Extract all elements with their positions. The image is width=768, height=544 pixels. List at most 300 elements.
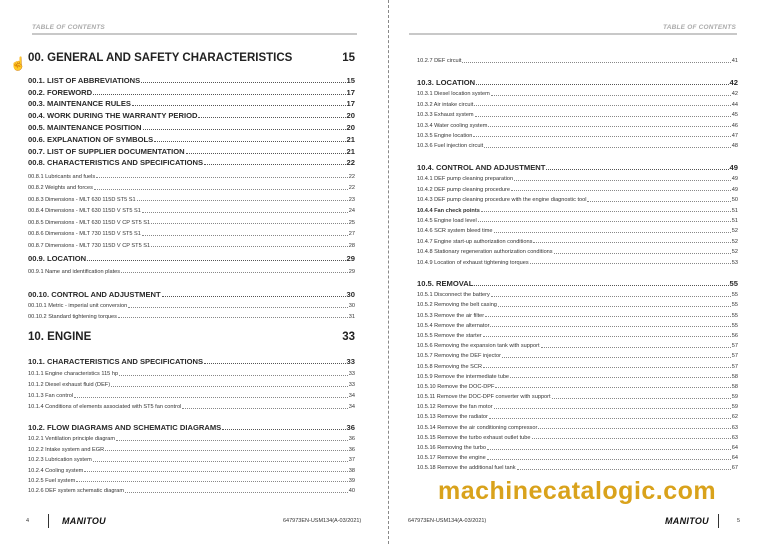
entry-title: 10.4.7 Engine start-up authorization conditions [417,238,533,245]
subsection-entry[interactable] [417,97,738,107]
entry-title: 00.9. LOCATION [28,253,87,263]
entry-page-number: 51 [731,207,738,214]
entry-title: 10.5.18 Remove the additional fuel tank [417,465,516,472]
section-entry[interactable] [417,73,738,87]
entry-title: 10.4. CONTROL AND ADJUSTMENT [417,163,546,172]
entry-title: 10.2.4 Cooling system [28,467,84,474]
document-reference: 647973EN-USM134(A-03/2021) [283,518,362,524]
entry-title: 10.2.3 Lubrication system [28,457,92,464]
entry-title: 00.1. LIST OF ABBREVIATIONS [28,75,141,85]
dot-leader [514,180,731,181]
subsection-entry[interactable] [28,299,355,310]
dot-leader [473,136,730,137]
dot-leader [517,469,731,470]
entry-page-number: 63 [731,434,738,441]
entry-page-number: 49 [731,186,738,193]
dot-leader [116,440,348,441]
entry-title: 10.3.1 Diesel location system [417,91,490,98]
subsection-entry[interactable] [417,329,738,339]
entry-page-number: 15 [342,52,355,64]
entry-title: 00.8.4 Dimensions - MLT 630 115D V ST5 S1 [28,208,141,214]
toc-section [417,73,738,149]
subsection-entry[interactable] [417,390,738,400]
dot-leader [489,418,731,419]
entry-title: 00.8.1 Lubricants and fuels [28,173,96,180]
dot-leader [74,397,348,398]
entry-page-number: 29 [348,268,355,275]
entry-title: 10.2.2 Intake system and EGR [28,446,105,453]
entry-page-number: 49 [731,176,738,183]
entry-title: 10.4.9 Location of exhaust tightening torques [417,259,529,266]
subsection-entry[interactable] [417,380,738,390]
entry-page-number: 55 [731,302,738,309]
manitou-logo: MANITOU [62,516,106,526]
subsection-entry[interactable] [417,182,738,192]
entry-title: 10.5.17 Remove the engine [417,455,486,462]
subsection-entry[interactable] [28,377,355,388]
right-page [389,0,768,544]
dot-leader [488,126,730,127]
entry-title: 10.3.6 Fuel injection circuit [417,143,484,150]
section-entry[interactable] [28,108,355,120]
subsection-entry[interactable] [417,108,738,118]
entry-title: 10.4.4 Fan check points [417,207,480,214]
entry-page-number: 51 [731,217,738,224]
section-entry[interactable] [28,97,355,109]
entry-page-number: 57 [731,353,738,360]
dot-leader [483,367,731,368]
entry-page-number: 55 [731,312,738,319]
subsection-entry[interactable] [28,442,355,452]
dot-leader [119,375,348,376]
entry-page-number: 59 [731,394,738,401]
dot-leader [475,116,731,117]
entry-title: 10.3.3 Exhaust system [417,112,474,119]
dot-leader [93,94,345,95]
entry-page-number: 36 [348,446,355,453]
dot-leader [132,105,346,106]
toc-section [28,73,355,167]
section-entry[interactable] [28,85,355,97]
entry-title: 10.2.1 Ventilation principle diagram [28,436,116,443]
entry-page-number: 56 [731,332,738,339]
dot-leader [142,212,348,213]
subsection-entry[interactable] [417,298,738,308]
entry-page-number: 37 [348,457,355,464]
entry-page-number: 40 [348,488,355,495]
entry-page-number: 63 [731,424,738,431]
dot-leader [481,211,731,212]
dot-leader [182,408,347,409]
entry-title: 10.3.4 Water cooling system [417,122,488,129]
section-entry[interactable] [28,132,355,144]
entry-title: 00.8.3 Dimensions - MLT 630 115D ST5 S1 [28,196,136,203]
entry-page-number: 30 [346,289,355,299]
section-entry[interactable] [28,419,355,432]
entry-page-number: 22 [348,185,355,191]
subsection-entry[interactable] [28,366,355,377]
entry-page-number: 24 [348,208,355,214]
entry-title: 10.5. REMOVAL [417,279,474,288]
subsection-entry[interactable] [28,388,355,399]
subsection-entry[interactable] [28,263,355,275]
subsection-entry[interactable] [417,431,738,441]
dot-leader [96,177,348,178]
dot-leader [474,285,728,286]
subsection-entry[interactable] [28,463,355,473]
entry-title: 10.5.12 Remove the fan motor [417,404,493,411]
toc-section [28,326,355,348]
subsection-entry[interactable] [28,203,355,215]
chapter-entry[interactable] [28,326,355,348]
dot-leader [546,169,728,170]
entry-page-number: 49 [729,163,738,172]
entry-title: 10.4.3 DEF pump cleaning procedure with the engine diagnostic tool [417,197,587,204]
subsection-entry[interactable] [417,214,738,224]
dot-leader [118,317,348,318]
dot-leader [498,306,731,307]
subsection-entry[interactable] [417,339,738,349]
subsection-entry[interactable] [28,432,355,442]
page-number: 5 [737,518,741,524]
dot-leader [94,189,348,190]
entry-title: 10.2.6 DEF system schematic diagram [28,488,125,495]
dot-leader [151,223,348,224]
subsection-entry[interactable] [417,410,738,420]
entry-page-number: 30 [348,303,355,309]
entry-title: 10.3.5 Engine location [417,132,473,139]
subsection-entry[interactable] [417,359,738,369]
entry-title: 10.5.10 Remove the DOC-DPF [417,383,495,390]
entry-title: 00.2. FOREWORD [28,87,93,97]
dot-leader [111,386,348,387]
subsection-entry[interactable] [417,370,738,380]
entry-page-number: 38 [348,467,355,474]
dot-leader [198,117,345,118]
subsection-entry[interactable] [417,319,738,329]
toc-section [417,54,738,64]
dot-leader [587,201,730,202]
dot-leader [121,272,348,273]
dot-leader [204,164,345,165]
dot-leader [92,336,341,337]
dot-leader [487,449,731,450]
dot-leader [162,296,346,297]
subsection-entry[interactable] [417,400,738,410]
entry-title: 10.4.8 Stationary regeneration authorization conditions [417,249,553,256]
subsection-entry[interactable] [417,441,738,451]
entry-page-number: 58 [731,383,738,390]
entry-title: 10.5.6 Removing the expansion tank with support [417,343,540,350]
entry-page-number: 57 [731,363,738,370]
dot-leader [105,450,348,451]
entry-page-number: 33 [346,357,355,366]
entry-page-number: 31 [348,313,355,320]
entry-title: 10.4.5 Engine load level [417,217,477,224]
dot-leader [494,232,731,233]
dot-leader [483,336,731,337]
entry-title: 10.2. FLOW DIAGRAMS AND SCHEMATIC DIAGRAMS [28,423,222,432]
subsection-entry[interactable] [28,237,355,249]
dot-leader [142,235,348,236]
dot-leader [485,316,731,317]
subsection-entry[interactable] [417,139,738,149]
subsection-entry[interactable] [417,451,738,461]
dot-leader [293,57,341,58]
entry-title: 00.8.6 Dimensions - MLT 730 115D V ST5 S1 [28,231,141,237]
entry-page-number: 17 [346,87,355,97]
subsection-entry[interactable] [417,203,738,213]
subsection-entry[interactable] [417,234,738,244]
dot-leader [154,141,345,142]
subsection-entry[interactable] [417,129,738,139]
entry-title: 10.5.5 Remove the starter [417,332,482,339]
subsection-entry[interactable] [28,168,355,180]
toc-section [28,250,355,275]
chapter-entry[interactable] [28,47,355,69]
entry-title: 10.4.6 SCR system bleed time [417,228,493,235]
entry-page-number: 36 [346,423,355,432]
section-entry[interactable] [417,159,738,172]
entry-title: 10.5.15 Remove the turbo exhaust outlet tube [417,434,531,441]
entry-page-number: 41 [731,58,738,65]
entry-page-number: 52 [731,228,738,235]
subsection-entry[interactable] [417,245,738,255]
toc-section [417,275,738,471]
entry-page-number: 55 [729,279,738,288]
running-header: TABLE OF CONTENTS [32,24,105,31]
dot-leader [487,459,731,460]
toc-section [28,419,355,494]
dot-leader [530,263,731,264]
subsection-entry[interactable] [28,214,355,226]
toc-section [28,353,355,410]
subsection-entry[interactable] [417,118,738,128]
entry-title: 10.5.9 Remove the intermediate tube [417,373,510,380]
subsection-entry[interactable] [417,87,738,97]
entry-page-number: 34 [348,404,355,410]
section-entry[interactable] [28,353,355,366]
dot-leader [128,307,348,308]
dot-leader [93,461,348,462]
entry-page-number: 44 [731,101,738,108]
running-header: TABLE OF CONTENTS [663,24,736,31]
entry-page-number: 33 [342,331,355,343]
subsection-entry[interactable] [417,308,738,318]
dot-leader [510,377,731,378]
subsection-entry[interactable] [28,399,355,410]
entry-title: 00.10. CONTROL AND ADJUSTMENT [28,289,161,299]
entry-page-number: 55 [731,292,738,299]
dot-leader [186,153,346,154]
entry-page-number: 15 [346,75,355,85]
toc-section [28,285,355,320]
section-entry[interactable] [28,120,355,132]
dot-leader [84,471,347,472]
subsection-entry[interactable] [417,255,738,265]
dot-leader [474,105,730,106]
entry-page-number: 22 [348,173,355,180]
entry-title: 10.5.1 Disconnect the battery [417,292,490,299]
entry-title: 10.2.5 Fuel system [28,477,76,484]
entry-page-number: 28 [348,242,355,249]
entry-page-number: 46 [731,122,738,129]
entry-page-number: 48 [731,143,738,150]
dot-leader [204,363,345,364]
entry-page-number: 29 [346,253,355,263]
entry-title: 00.8.2 Weights and forces [28,185,93,191]
dot-leader [476,84,728,85]
entry-page-number: 55 [731,322,738,329]
entry-page-number: 42 [729,78,738,87]
dot-leader [554,253,731,254]
manitou-logo: MANITOU [665,516,709,526]
footer-divider [48,514,49,528]
entry-title: 10.5.13 Remove the radiator [417,414,488,421]
subsection-entry[interactable] [417,288,738,298]
entry-title: 10.1.4 Conditions of elements associated with ST5 fan control [28,404,182,410]
dot-leader [502,357,731,358]
entry-title: 00.4. WORK DURING THE WARRANTY PERIOD [28,111,198,121]
footer-divider [718,514,719,528]
section-entry[interactable] [28,250,355,263]
subsection-entry[interactable] [417,349,738,359]
entry-page-number: 67 [731,465,738,472]
entry-title: 10.2.7 DEF circuit [417,58,462,65]
subsection-entry[interactable] [417,193,738,203]
entry-page-number: 52 [731,238,738,245]
dot-leader [491,296,731,297]
document-reference: 647973EN-USM134(A-03/2021) [408,518,487,524]
dot-leader [491,95,731,96]
entry-title: 00.10.2 Standard tightening torques [28,313,117,320]
section-entry[interactable] [28,73,355,85]
dot-leader [87,260,345,261]
entry-title: 10.5.14 Remove the air conditioning compressor [417,424,538,431]
subsection-entry[interactable] [417,420,738,430]
entry-title: 10.5.7 Removing the DEF injector [417,353,501,360]
subsection-entry[interactable] [28,309,355,320]
dot-leader [552,398,731,399]
subsection-entry[interactable] [28,453,355,463]
subsection-entry[interactable] [28,226,355,238]
toc-section [28,47,355,69]
subsection-entry[interactable] [28,180,355,192]
entry-page-number: 39 [348,477,355,484]
entry-title: 00.9.1 Name and identification plates [28,268,121,275]
subsection-entry[interactable] [417,224,738,234]
dot-leader [541,347,731,348]
entry-page-number: 21 [346,134,355,144]
entry-title: 10. ENGINE [28,331,92,343]
entry-title: 10.1.3 Fan control [28,393,74,399]
entry-title: 00.10.1 Metric - imperial unit conversion [28,303,128,309]
entry-page-number: 57 [731,343,738,350]
dot-leader [76,481,348,482]
dot-leader [478,221,731,222]
entry-title: 10.5.4 Remove the alternator [417,322,490,329]
dot-leader [141,82,345,83]
entry-page-number: 33 [348,371,355,377]
entry-title: 00.8. CHARACTERISTICS AND SPECIFICATIONS [28,158,204,168]
header-rule [409,33,737,35]
subsection-entry[interactable] [417,172,738,182]
hand-cursor-icon: ☝ [10,56,27,71]
entry-title: 10.5.8 Removing the SCR [417,363,482,370]
watermark: machinecatalogic.com [438,477,717,505]
entry-page-number: 50 [731,197,738,204]
subsection-entry[interactable] [417,461,738,471]
entry-page-number: 45 [731,112,738,119]
entry-title: 10.4.2 DEF pump cleaning procedure [417,186,510,193]
entry-page-number: 21 [346,146,355,156]
entry-title: 00.6. EXPLANATION OF SYMBOLS [28,134,154,144]
entry-page-number: 27 [348,231,355,237]
section-entry[interactable] [417,275,738,288]
entry-page-number: 53 [731,259,738,266]
dot-leader [490,326,730,327]
page-number: 4 [26,518,30,524]
subsection-entry[interactable] [417,54,738,64]
dot-leader [125,492,348,493]
entry-page-number: 59 [731,404,738,411]
dot-leader [495,387,730,388]
dot-leader [143,129,346,130]
dot-leader [222,429,345,430]
dot-leader [137,200,348,201]
section-entry[interactable] [28,156,355,168]
entry-page-number: 23 [348,196,355,203]
dot-leader [532,438,731,439]
entry-page-number: 62 [731,414,738,421]
section-entry[interactable] [28,144,355,156]
entry-page-number: 33 [348,382,355,388]
entry-page-number: 17 [346,99,355,109]
entry-page-number: 47 [731,132,738,139]
dot-leader [538,428,730,429]
entry-page-number: 34 [348,393,355,399]
entry-title: 00.8.5 Dimensions - MLT 630 115D V CP ST5 S1 [28,219,151,226]
dot-leader [462,62,730,63]
dot-leader [484,147,731,148]
dot-leader [494,408,731,409]
entry-title: 10.5.16 Removing the turbo [417,445,487,451]
entry-title: 10.5.11 Remove the DOC-DPF converter with support [417,394,551,401]
entry-title: 00. GENERAL AND SAFETY CHARACTERISTICS [28,52,293,64]
entry-page-number: 58 [731,373,738,380]
entry-title: 10.1. CHARACTERISTICS AND SPECIFICATIONS [28,357,204,366]
subsection-entry[interactable] [28,474,355,484]
dot-leader [533,242,730,243]
subsection-entry[interactable] [28,484,355,494]
entry-page-number: 64 [731,455,738,462]
entry-title: 00.8.7 Dimensions - MLT 730 115D V CP ST5 S1 [28,242,151,249]
entry-title: 10.3.2 Air intake circuit [417,101,474,108]
section-entry[interactable] [28,285,355,299]
entry-page-number: 22 [346,158,355,168]
entry-page-number: 42 [731,91,738,98]
entry-title: 00.7. LIST OF SUPPLIER DOCUMENTATION [28,146,185,156]
subsection-entry[interactable] [28,191,355,203]
header-rule [32,33,357,35]
entry-page-number: 20 [346,122,355,132]
entry-title: 10.1.1 Engine characteristics 115 hp [28,371,119,377]
dot-leader [511,190,731,191]
entry-page-number: 20 [346,111,355,121]
toc-section [417,159,738,266]
entry-page-number: 25 [348,219,355,226]
entry-title: 10.4.1 DEF pump cleaning preparation [417,176,514,183]
